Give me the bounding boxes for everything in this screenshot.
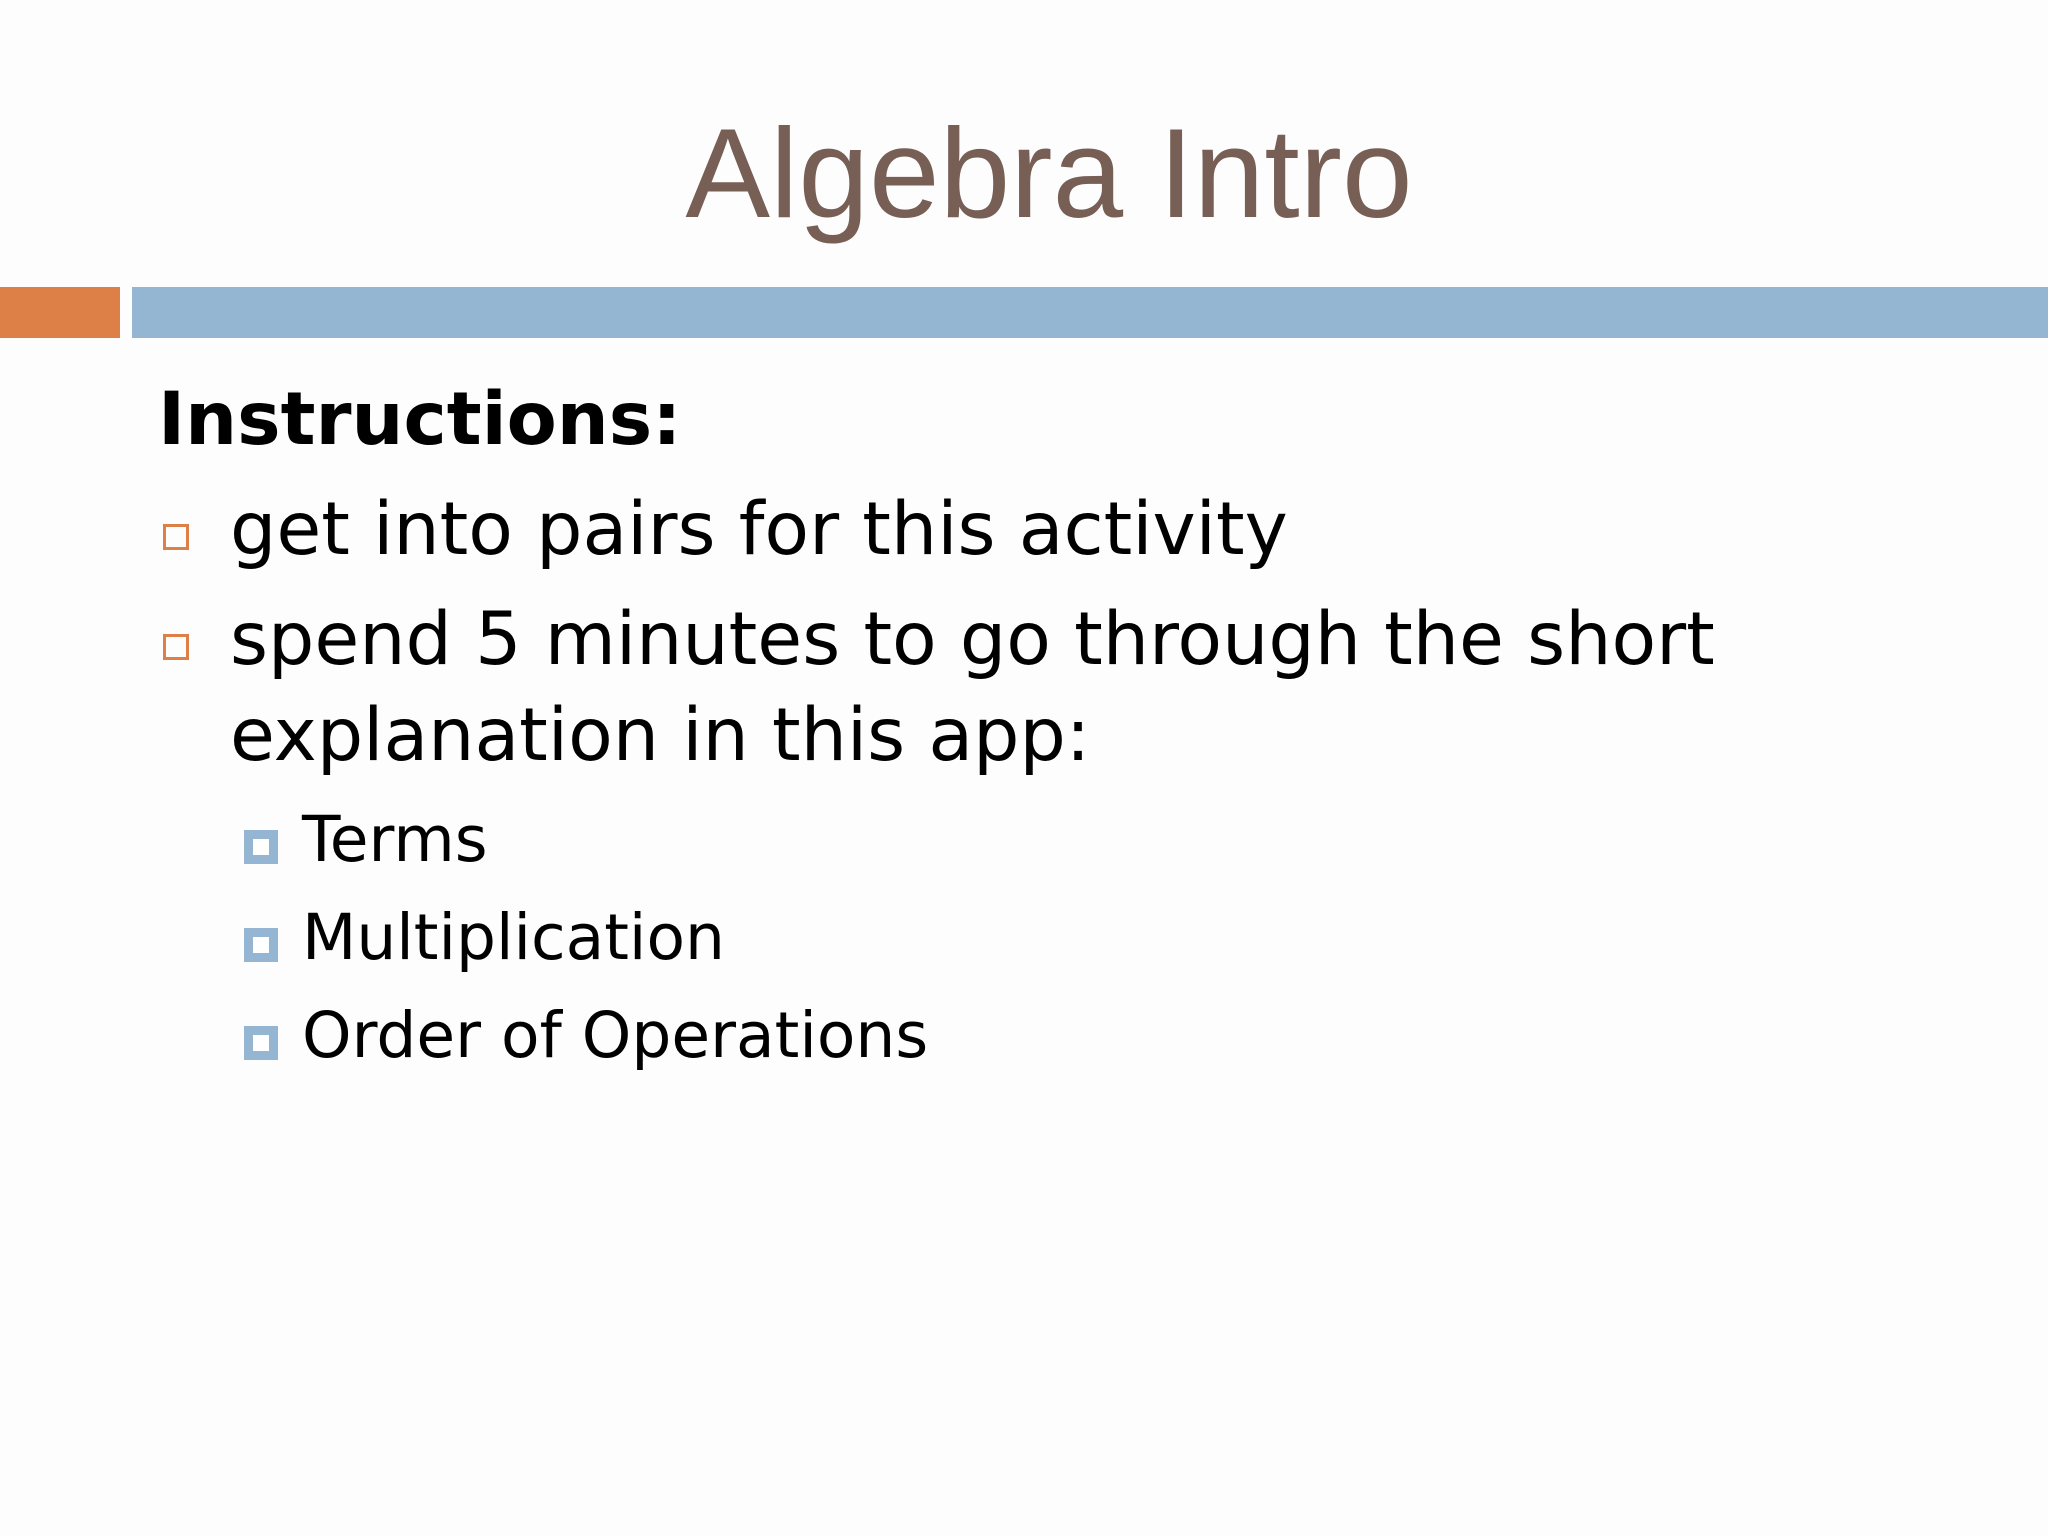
hollow-square-bullet-icon [163, 634, 189, 660]
slide-body [158, 370, 1938, 1078]
sub-bullet-text: Terms [302, 803, 488, 876]
sub-bullet-item [158, 798, 1938, 882]
bullet-item [158, 592, 1850, 784]
bullet-text: get into pairs for this activity [230, 487, 1288, 572]
filled-square-bullet-icon [244, 1026, 278, 1060]
slide-title: Algebra Intro [685, 102, 1413, 244]
sub-bullet-text: Multiplication [302, 901, 725, 974]
bullet-text: spend 5 minutes to go through the short explanation in this app: [230, 597, 1715, 778]
accent-bar-blue [132, 287, 2048, 338]
sub-bullet-text: Order of Operations [302, 999, 929, 1072]
bullet-item [158, 482, 1938, 578]
filled-square-bullet-icon [244, 830, 278, 864]
filled-square-bullet-icon [244, 928, 278, 962]
accent-bar-orange [0, 287, 120, 338]
sub-bullet-item [158, 896, 1938, 980]
instructions-heading: Instructions: [158, 377, 682, 462]
sub-bullet-item [158, 994, 1938, 1078]
hollow-square-bullet-icon [163, 524, 189, 550]
